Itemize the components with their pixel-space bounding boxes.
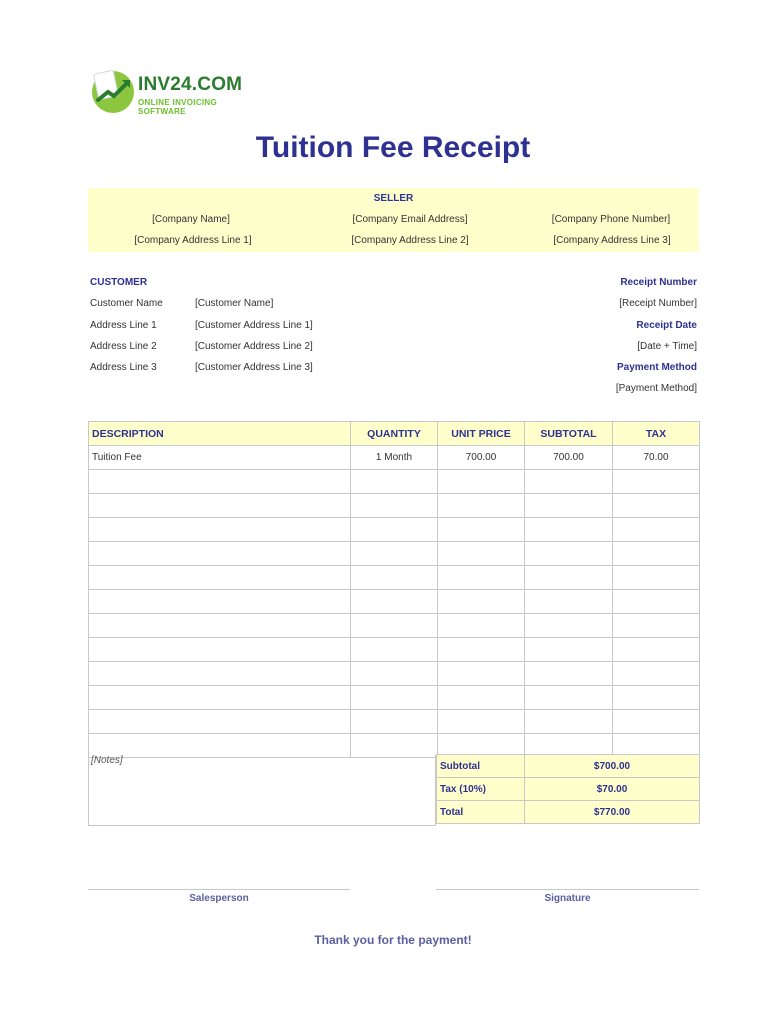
item-subtotal	[525, 638, 613, 662]
payment-method-label: Payment Method	[616, 362, 697, 373]
item-quantity	[351, 470, 438, 494]
col-tax: TAX	[613, 422, 700, 446]
table-row	[89, 494, 700, 518]
totals-row-tax	[437, 778, 700, 801]
item-description	[89, 614, 351, 638]
item-subtotal	[525, 494, 613, 518]
table-row	[89, 686, 700, 710]
subtotal-value: $700.00	[525, 755, 700, 778]
item-tax	[613, 710, 700, 734]
item-tax: 70.00	[613, 446, 700, 470]
item-quantity	[351, 590, 438, 614]
logo-tagline: ONLINE INVOICING SOFTWARE	[138, 98, 218, 116]
item-unit-price	[438, 638, 525, 662]
seller-address-line-3: [Company Address Line 3]	[553, 235, 671, 246]
item-description	[89, 494, 351, 518]
table-row	[89, 590, 700, 614]
item-description	[89, 710, 351, 734]
receipt-date-value: [Date + Time]	[637, 341, 697, 352]
item-description	[89, 686, 351, 710]
thank-you-message: Thank you for the payment!	[314, 933, 472, 947]
col-unit-price: UNIT PRICE	[438, 422, 525, 446]
item-subtotal: 700.00	[525, 446, 613, 470]
item-quantity	[351, 686, 438, 710]
item-tax	[613, 542, 700, 566]
item-subtotal	[525, 662, 613, 686]
item-subtotal	[525, 518, 613, 542]
col-description: DESCRIPTION	[89, 422, 351, 446]
table-row	[89, 470, 700, 494]
item-quantity	[351, 662, 438, 686]
signature-line	[436, 889, 699, 890]
table-row	[89, 662, 700, 686]
seller-company-name: [Company Name]	[152, 214, 230, 225]
totals-row-total	[437, 801, 700, 824]
item-quantity	[351, 614, 438, 638]
item-unit-price	[438, 686, 525, 710]
item-unit-price	[438, 542, 525, 566]
customer-address-2-label: Address Line 2	[90, 341, 157, 352]
tax-value: $70.00	[525, 778, 700, 801]
company-logo	[90, 68, 243, 116]
customer-address-3-value: [Customer Address Line 3]	[195, 362, 313, 373]
item-unit-price	[438, 662, 525, 686]
item-description	[89, 734, 351, 758]
item-tax	[613, 566, 700, 590]
item-description	[89, 590, 351, 614]
signature-label: Signature	[544, 893, 591, 904]
item-subtotal	[525, 470, 613, 494]
item-quantity	[351, 518, 438, 542]
item-tax	[613, 470, 700, 494]
notes-text: [Notes]	[91, 755, 123, 766]
item-subtotal	[525, 614, 613, 638]
item-subtotal	[525, 710, 613, 734]
item-description: Tuition Fee	[89, 446, 351, 470]
item-description	[89, 542, 351, 566]
customer-address-3-label: Address Line 3	[90, 362, 157, 373]
item-description	[89, 566, 351, 590]
table-row	[89, 542, 700, 566]
customer-address-2-value: [Customer Address Line 2]	[195, 341, 313, 352]
item-subtotal	[525, 542, 613, 566]
item-tax	[613, 662, 700, 686]
customer-address-1-label: Address Line 1	[90, 320, 157, 331]
seller-heading: SELLER	[373, 193, 414, 204]
customer-heading: CUSTOMER	[90, 277, 148, 288]
item-subtotal	[525, 686, 613, 710]
item-description	[89, 638, 351, 662]
item-quantity: 1 Month	[351, 446, 438, 470]
table-row	[89, 446, 700, 470]
item-quantity	[351, 566, 438, 590]
item-subtotal	[525, 590, 613, 614]
item-unit-price	[438, 566, 525, 590]
item-tax	[613, 590, 700, 614]
col-quantity: QUANTITY	[351, 422, 438, 446]
receipt-date-label: Receipt Date	[636, 320, 697, 331]
item-unit-price	[438, 470, 525, 494]
item-quantity	[351, 638, 438, 662]
page-title: Tuition Fee Receipt	[255, 131, 531, 164]
receipt-number-value: [Receipt Number]	[619, 298, 697, 309]
item-tax	[613, 614, 700, 638]
item-tax	[613, 494, 700, 518]
seller-company-email: [Company Email Address]	[352, 214, 468, 225]
tax-label: Tax (10%)	[437, 778, 525, 801]
payment-method-value: [Payment Method]	[615, 383, 697, 394]
logo-icon	[90, 68, 136, 114]
item-description	[89, 518, 351, 542]
items-table	[88, 421, 700, 758]
seller-company-phone: [Company Phone Number]	[551, 214, 671, 225]
item-quantity	[351, 734, 438, 758]
table-row	[89, 518, 700, 542]
col-subtotal: SUBTOTAL	[525, 422, 613, 446]
customer-name-label: Customer Name	[90, 298, 163, 309]
table-row	[89, 614, 700, 638]
item-unit-price	[438, 518, 525, 542]
seller-address-line-1: [Company Address Line 1]	[134, 235, 252, 246]
item-tax	[613, 638, 700, 662]
item-quantity	[351, 710, 438, 734]
item-quantity	[351, 542, 438, 566]
item-unit-price: 700.00	[438, 446, 525, 470]
total-value: $770.00	[525, 801, 700, 824]
table-row	[89, 638, 700, 662]
table-row	[89, 566, 700, 590]
totals-table	[436, 754, 700, 824]
item-quantity	[351, 494, 438, 518]
seller-section	[88, 188, 699, 252]
subtotal-label: Subtotal	[437, 755, 525, 778]
item-unit-price	[438, 710, 525, 734]
item-unit-price	[438, 494, 525, 518]
totals-row-subtotal	[437, 755, 700, 778]
salesperson-label: Salesperson	[189, 893, 249, 904]
item-unit-price	[438, 590, 525, 614]
receipt-number-label: Receipt Number	[620, 277, 697, 288]
table-header-row	[89, 422, 700, 446]
item-description	[89, 470, 351, 494]
logo-brand: INV24.COM	[138, 74, 243, 95]
customer-name-value: [Customer Name]	[195, 298, 274, 309]
item-tax	[613, 518, 700, 542]
item-subtotal	[525, 566, 613, 590]
total-label: Total	[437, 801, 525, 824]
customer-address-1-value: [Customer Address Line 1]	[195, 320, 313, 331]
table-row	[89, 710, 700, 734]
item-tax	[613, 686, 700, 710]
notes-box	[88, 755, 436, 826]
item-description	[89, 662, 351, 686]
item-unit-price	[438, 614, 525, 638]
salesperson-line	[88, 889, 350, 890]
seller-address-line-2: [Company Address Line 2]	[351, 235, 469, 246]
